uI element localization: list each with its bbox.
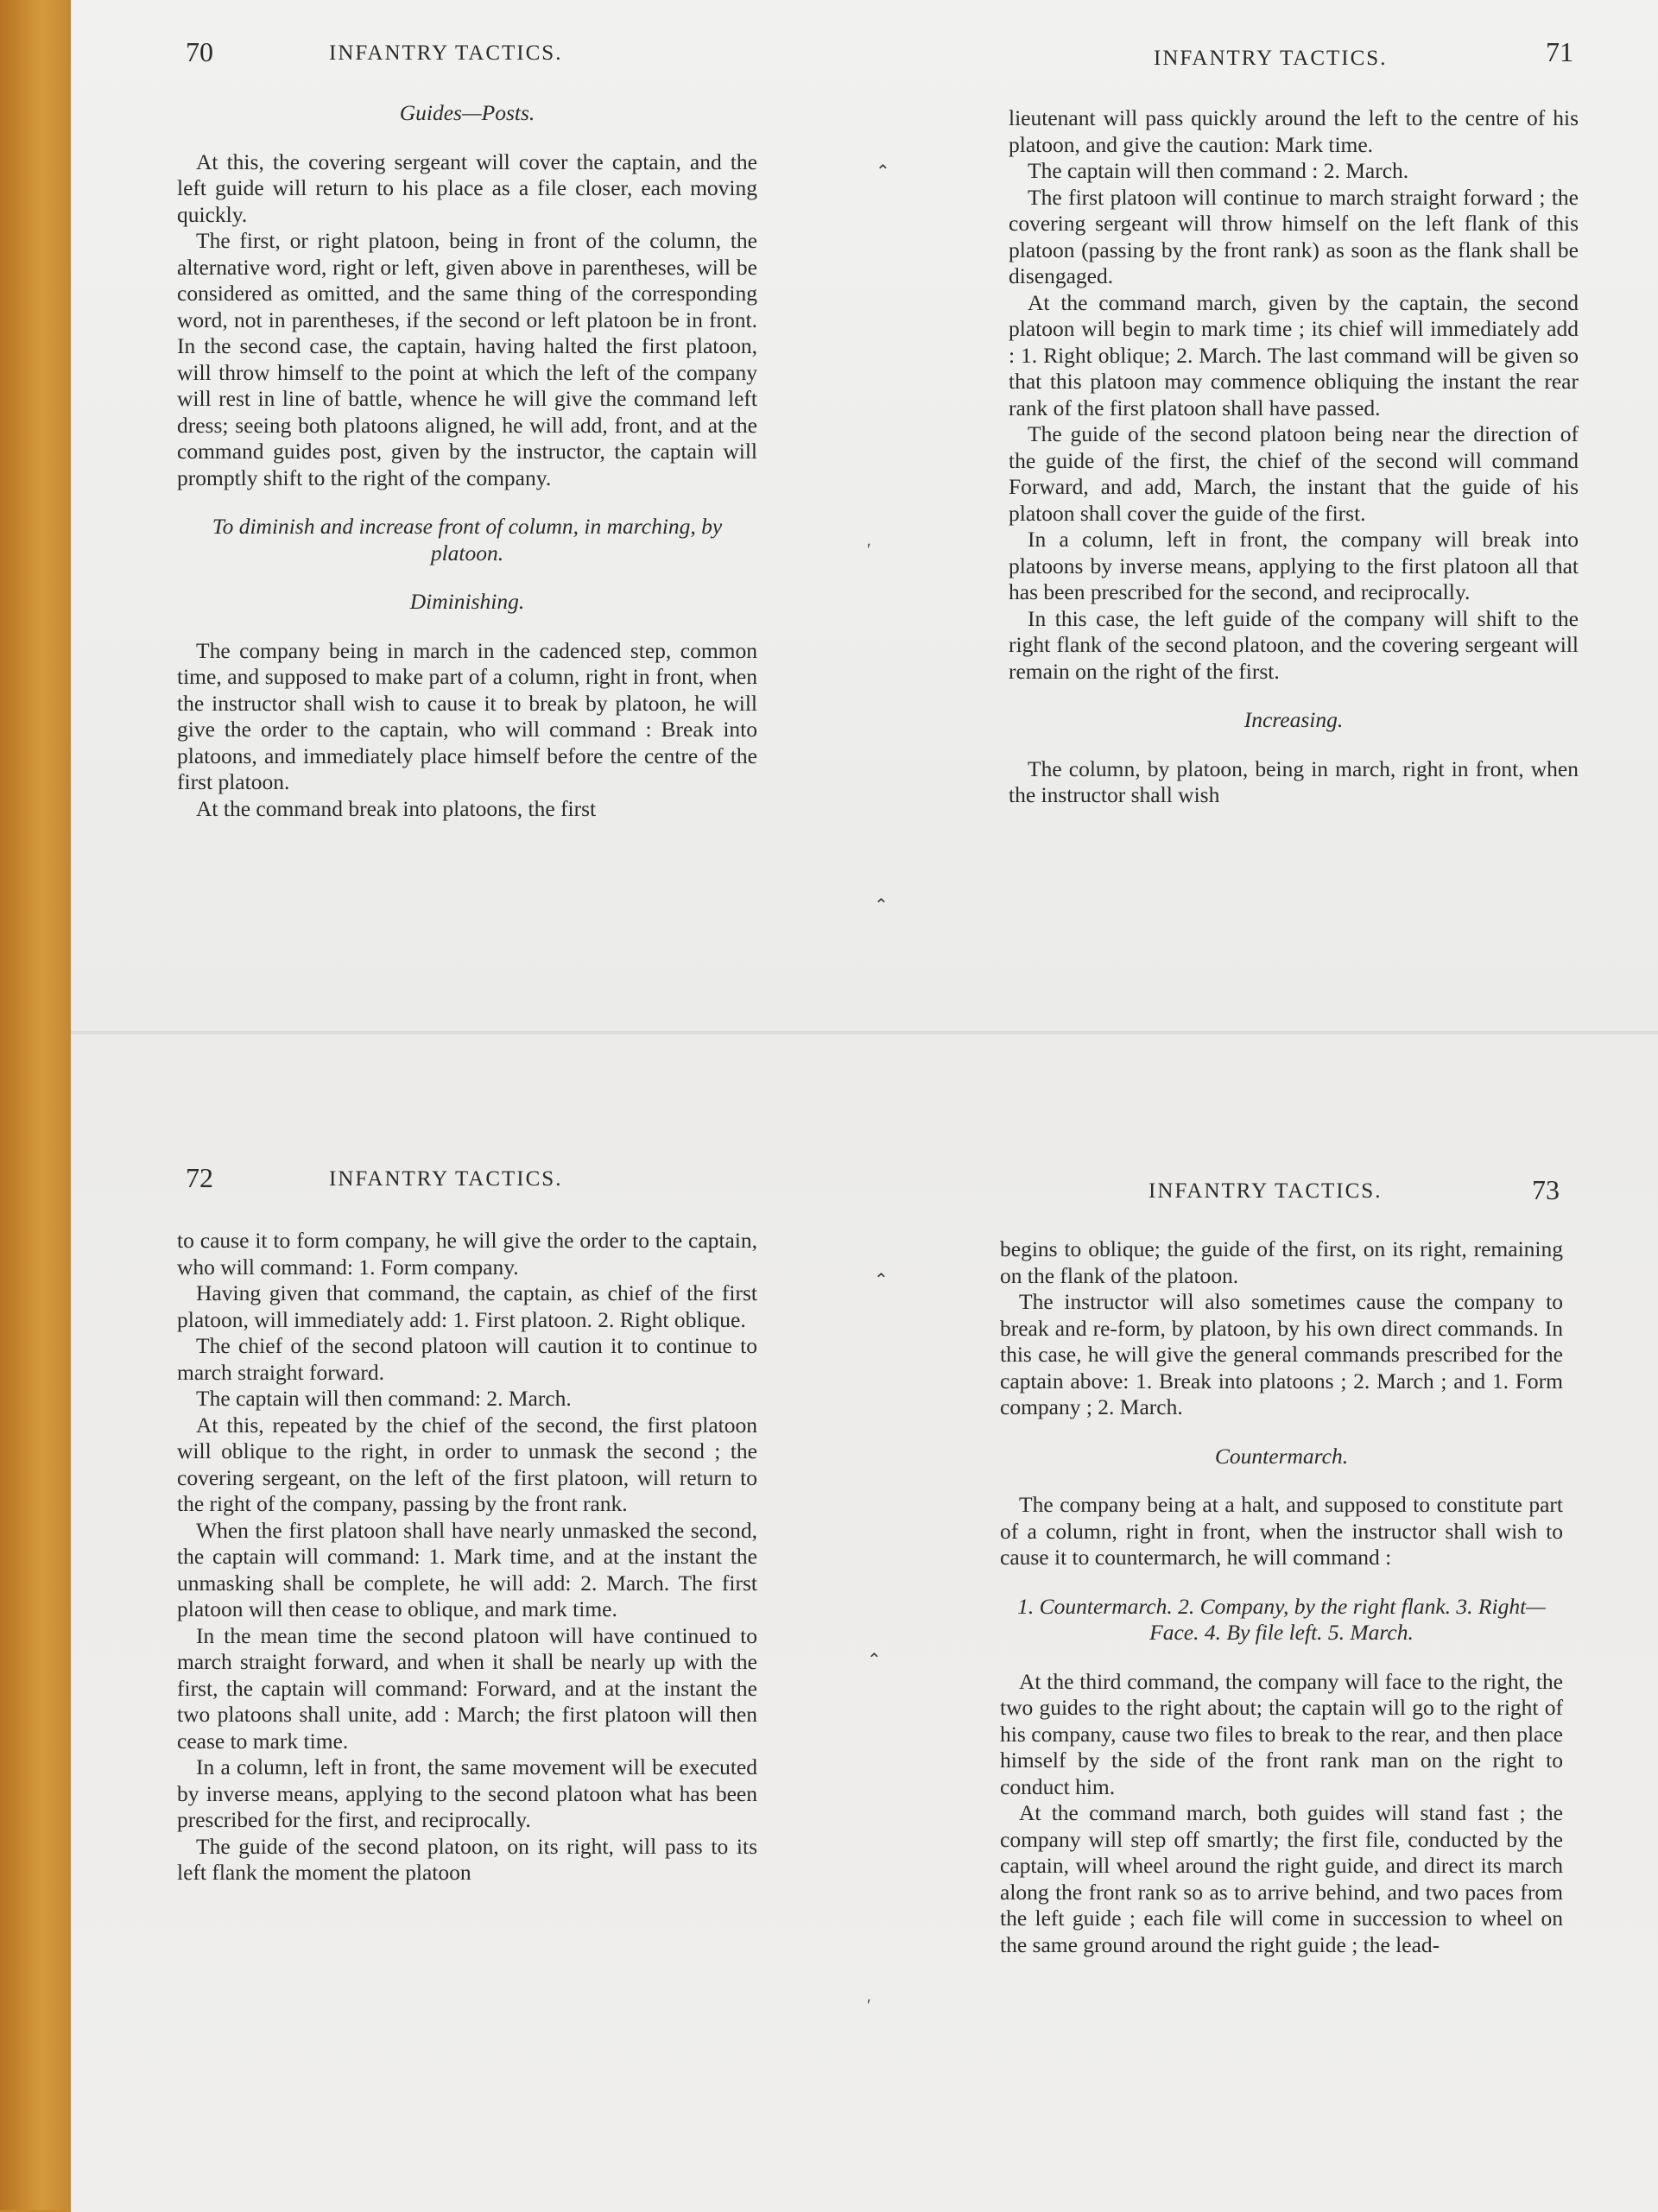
paragraph: The first, or right platoon, being in front of the column, the alternative word, right or left, given above in parentheses, will be considered as omitted, and the same thing of the corresponding word, not in parentheses, if the second or left platoon be in front. In the second case, the captain, having halted the first platoon, will throw himself to the point at which the left of the company will rest in line of battle, whence he will give the command left dress; seeing both platoons aligned, he will add, front, and at the command guides post, given by the instructor, the captain will promptly shift to the right of the company. — [177, 228, 757, 490]
running-head: INFANTRY TACTICS. — [329, 1167, 563, 1191]
gutter-mark: ⌃ — [874, 896, 889, 915]
paragraph: The column, by platoon, being in march, right in front, when the instructor shall wish — [1009, 755, 1579, 807]
paragraph: The instructor will also sometimes cause the company to break and re-form, by platoon, by his own direct commands. In this case, he will give the general commands prescribed for the captain above: 1. Break into platoons ; 2. March ; and 1. Form company ; 2. March. — [1000, 1289, 1563, 1419]
subsection-heading: Diminishing. — [409, 589, 525, 614]
page-72 — [177, 1162, 764, 2198]
paragraph: The captain will then command : 2. March. — [1028, 158, 1409, 183]
paragraph: begins to oblique; the guide of the first, on its right, remaining on the flank of the platoon. — [1000, 1236, 1563, 1288]
paragraph: At the command march, given by the captain, the second platoon will begin to mark time ; its chief will immediately add : 1. Right oblique; 2. March. The last command will be given so that this platoon may commence obliquing the instant the rear rank of the first platoon shall have passed. — [1009, 289, 1579, 420]
page-73 — [1000, 1167, 1573, 2203]
gutter-mark: ʹ — [867, 1996, 871, 2015]
page-71 — [1009, 31, 1579, 1024]
subsection-heading: Increasing. — [1244, 707, 1344, 732]
paragraph: In a column, left in front, the same movement will be executed by inverse means, applying to the second platoon what has been prescribed for the first, and reciprocally. — [177, 1754, 757, 1832]
paragraph: When the first platoon shall have nearly unmasked the second, the captain will command: 1. Mark time, and at the instant the unmasking shall be complete, he will add: 2. March. The first platoon will then cease to oblique, and mark time. — [177, 1517, 757, 1621]
paragraph: At the third command, the company will face to the right, the two guides to the right about; the captain will go to the right of his company, cause two files to break to the rear, and then place himself by the side of the front rank man on the right to conduct him. — [1000, 1668, 1563, 1799]
paragraph: At the command march, both guides will stand fast ; the company will step off smartly; the first file, conducted by the captain, will wheel around the right guide, and direct its march along the front rank so as to arrive behind, and two paces from the left guide ; each file will come in succession to wheel on the same ground around the right guide ; the lead- — [1000, 1800, 1563, 1957]
gutter-mark: ⌃ — [876, 162, 890, 181]
desk-background — [0, 0, 71, 2210]
gutter-mark: ʹ — [867, 540, 871, 559]
paragraph: The captain will then command: 2. March. — [196, 1386, 572, 1411]
page-header — [1000, 1174, 1573, 1209]
gutter-mark: ⌃ — [874, 1271, 889, 1290]
page-header — [177, 1162, 764, 1197]
page-body — [177, 1228, 757, 1887]
paragraph: The company being at a halt, and supposed to constitute part of a column, right in front, when the instructor shall wish to cause it to countermarch, he will command : — [1000, 1492, 1563, 1570]
gutter-mark: ⌃ — [867, 1651, 882, 1670]
running-head: INFANTRY TACTICS. — [1154, 47, 1388, 70]
subsection-heading: Countermarch. — [1214, 1443, 1349, 1469]
paragraph: Having given that command, the captain, as chief of the first platoon, will immediately add: 1. First platoon. 2. Right oblique. — [177, 1280, 757, 1332]
paragraph: In this case, the left guide of the company will shift to the right flank of the second platoon, and the covering sergeant will remain on the right of the first. — [1009, 605, 1579, 684]
paragraph: The guide of the second platoon being near the direction of the guide of the first, the chief of the second will command Forward, and add, March, the instant that the guide of his platoon shall cover the guide of the first. — [1009, 421, 1579, 526]
paragraph: The first platoon will continue to march straight forward ; the covering sergeant will throw himself on the left flank of this platoon (passing by the front rank) as soon as the flank shall be disengaged. — [1009, 184, 1579, 288]
sheet-fold-divider — [71, 1031, 1658, 1034]
page-70 — [177, 31, 764, 1024]
paragraph: The guide of the second platoon, on its right, will pass to its left flank the moment the platoon — [177, 1833, 757, 1885]
subsection-title: To diminish and increase front of column, in marching, by platoon. — [212, 514, 723, 566]
page-number: 73 — [1532, 1174, 1560, 1205]
page-number: 71 — [1546, 36, 1573, 67]
paragraph: The company being in march in the cadenced step, common time, and supposed to make part of a column, right in front, when the instructor shall wish to cause it to break by platoon, he will give the order to the captain, who will command : Break into platoons, and immediately place himself before the centre of the first platoon. — [177, 637, 757, 794]
paragraph: In a column, left in front, the company will break into platoons by inverse means, applying to the first platoon all that has been prescribed for the second, and reciprocally. — [1009, 527, 1579, 604]
page-number: 72 — [186, 1162, 213, 1193]
page-body — [1000, 1236, 1563, 1958]
paragraph: to cause it to form company, he will give the order to the captain, who will command: 1. Form company. — [177, 1228, 757, 1280]
page-header — [1009, 36, 1579, 76]
section-heading: Guides—Posts. — [399, 100, 535, 125]
page-header — [177, 36, 764, 71]
running-head: INFANTRY TACTICS. — [1149, 1179, 1383, 1203]
page-body — [177, 100, 757, 822]
paragraph: At the command break into platoons, the first — [196, 795, 597, 821]
page-body — [1009, 105, 1579, 809]
running-head: INFANTRY TACTICS. — [329, 41, 563, 65]
paragraph: The chief of the second platoon will caution it to continue to march straight forward. — [177, 1333, 757, 1385]
page-number: 70 — [186, 36, 213, 67]
paragraph: At this, repeated by the chief of the second, the first platoon will oblique to the right, in order to unmask the second ; the covering sergeant, on the left of the first platoon, will return to the right of the company, passing by the front rank. — [177, 1412, 757, 1516]
paragraph: In the mean time the second platoon will have continued to march straight forward, and when it shall be nearly up with the first, the captain will command: Forward, and at the instant the two platoons shall unite, add : March; the first platoon will then cease to mark time. — [177, 1622, 757, 1754]
paragraph: At this, the covering sergeant will cover the captain, and the left guide will return to his place as a file closer, each moving quickly. — [177, 149, 757, 227]
paragraph: lieutenant will pass quickly around the left to the centre of his platoon, and give the caution: Mark time. — [1009, 105, 1579, 157]
command-sequence: 1. Countermarch. 2. Company, by the right flank. 3. Right—Face. 4. By file left. 5. March. — [1017, 1593, 1546, 1645]
